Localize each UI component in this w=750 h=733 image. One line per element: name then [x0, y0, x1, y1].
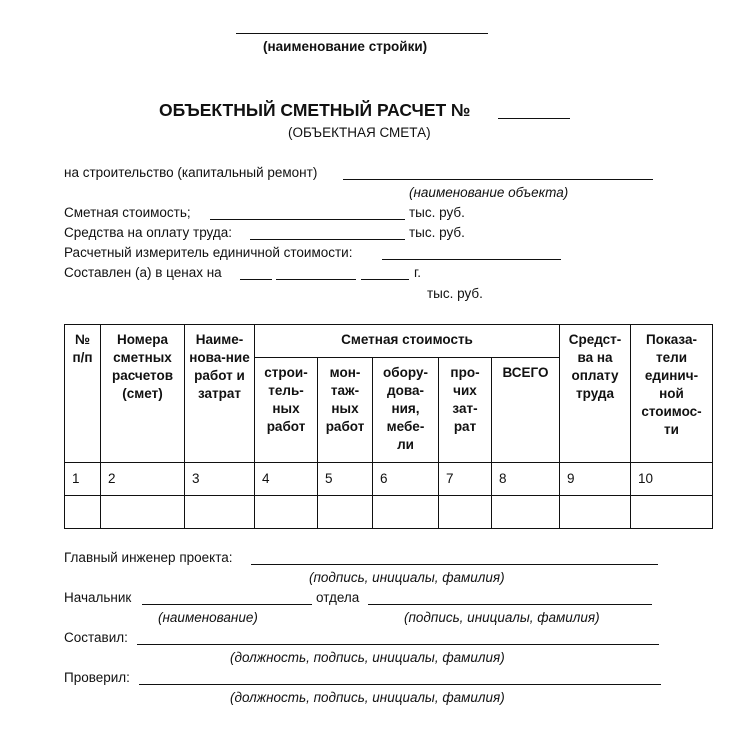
table-cell[interactable]	[318, 496, 373, 529]
prices-year-line[interactable]	[361, 279, 409, 280]
chief-engineer-caption: (подпись, инициалы, фамилия)	[309, 570, 505, 585]
header-col-6	[373, 358, 439, 463]
table-cell[interactable]	[101, 496, 185, 529]
construction-label: на строительство (капитальный ремонт)	[64, 165, 318, 180]
prices-day-line[interactable]	[240, 279, 272, 280]
column-number: 9	[560, 463, 631, 496]
estimated-cost-line[interactable]	[210, 219, 405, 220]
labor-line[interactable]	[250, 239, 405, 240]
header-text: Наиме-нова-ние работ и затрат	[189, 332, 250, 401]
chief-engineer-label: Главный инженер проекта:	[64, 550, 233, 565]
unit-measure-line[interactable]	[382, 259, 561, 260]
checked-caption: (должность, подпись, инициалы, фамилия)	[230, 690, 505, 705]
table-cell[interactable]	[65, 496, 101, 529]
prices-year-suffix: г.	[414, 265, 422, 280]
department-label: отдела	[316, 590, 360, 605]
compiled-label: Составил:	[64, 630, 128, 645]
column-number: 8	[492, 463, 560, 496]
column-number: 1	[65, 463, 101, 496]
column-number: 10	[631, 463, 713, 496]
header-col-1	[65, 325, 101, 463]
header-text: Показа-тели единич-ной стоимос-ти	[641, 332, 702, 437]
estimate-number-line[interactable]	[498, 118, 570, 119]
header-text: сметных	[113, 350, 172, 365]
compiled-caption: (должность, подпись, инициалы, фамилия)	[230, 650, 505, 665]
header-col-10	[631, 325, 713, 463]
header-text: №	[74, 332, 91, 347]
construction-name-line[interactable]	[236, 33, 488, 34]
construction-caption: (наименование стройки)	[263, 39, 428, 54]
table-cell[interactable]	[255, 496, 318, 529]
header-text: расчетов	[111, 368, 174, 383]
head-name-caption: (наименование)	[158, 610, 258, 625]
column-number: 2	[101, 463, 185, 496]
table-cell[interactable]	[631, 496, 713, 529]
column-number: 3	[185, 463, 255, 496]
table-row	[65, 496, 713, 529]
page-subtitle: (ОБЪЕКТНАЯ СМЕТА)	[288, 125, 431, 140]
column-number: 6	[373, 463, 439, 496]
header-col-9	[560, 325, 631, 463]
header-group-estimated-cost: Сметная стоимость	[255, 325, 560, 358]
unit-measure-label: Расчетный измеритель единичной стоимости:	[64, 245, 353, 260]
chief-engineer-line[interactable]	[251, 564, 658, 565]
labor-label: Средства на оплату труда:	[64, 225, 232, 240]
head-name-line[interactable]	[142, 604, 312, 605]
header-col-8: ВСЕГО	[492, 358, 560, 463]
estimated-cost-unit: тыс. руб.	[409, 205, 465, 220]
prices-month-line[interactable]	[276, 279, 356, 280]
head-sign-caption: (подпись, инициалы, фамилия)	[404, 610, 600, 625]
prices-label: Составлен (а) в ценах на	[64, 265, 222, 280]
object-caption: (наименование объекта)	[409, 185, 569, 200]
header-text: обору-дова-ния, мебе-ли	[383, 365, 428, 452]
header-text: про-чих зат-рат	[450, 365, 480, 434]
header-text: п/п	[72, 350, 93, 365]
head-label: Начальник	[64, 590, 132, 605]
table-cell[interactable]	[185, 496, 255, 529]
column-numbers-row	[65, 463, 713, 496]
column-number: 5	[318, 463, 373, 496]
estimate-table	[64, 324, 713, 529]
header-col-5	[318, 358, 373, 463]
header-col-7	[439, 358, 492, 463]
table-cell[interactable]	[492, 496, 560, 529]
table-cell[interactable]	[560, 496, 631, 529]
header-text: (смет)	[122, 386, 163, 401]
header-text: Номера	[116, 332, 169, 347]
labor-unit: тыс. руб.	[409, 225, 465, 240]
head-sign-line[interactable]	[368, 604, 652, 605]
checked-label: Проверил:	[64, 670, 130, 685]
currency-note: тыс. руб.	[427, 286, 483, 301]
page-title: ОБЪЕКТНЫЙ СМЕТНЫЙ РАСЧЕТ №	[159, 100, 471, 120]
header-text: Средст-ва на оплату труда	[568, 332, 622, 401]
column-number: 7	[439, 463, 492, 496]
header-text: строи-тель-ных работ	[264, 365, 308, 434]
table-cell[interactable]	[373, 496, 439, 529]
checked-line[interactable]	[139, 684, 661, 685]
column-number: 4	[255, 463, 318, 496]
compiled-line[interactable]	[137, 644, 659, 645]
header-text: мон-таж-ных работ	[325, 365, 365, 434]
header-col-4	[255, 358, 318, 463]
estimated-cost-label: Сметная стоимость;	[64, 205, 191, 220]
header-col-2	[101, 325, 185, 463]
object-name-line[interactable]	[343, 179, 653, 180]
table-cell[interactable]	[439, 496, 492, 529]
header-col-3	[185, 325, 255, 463]
